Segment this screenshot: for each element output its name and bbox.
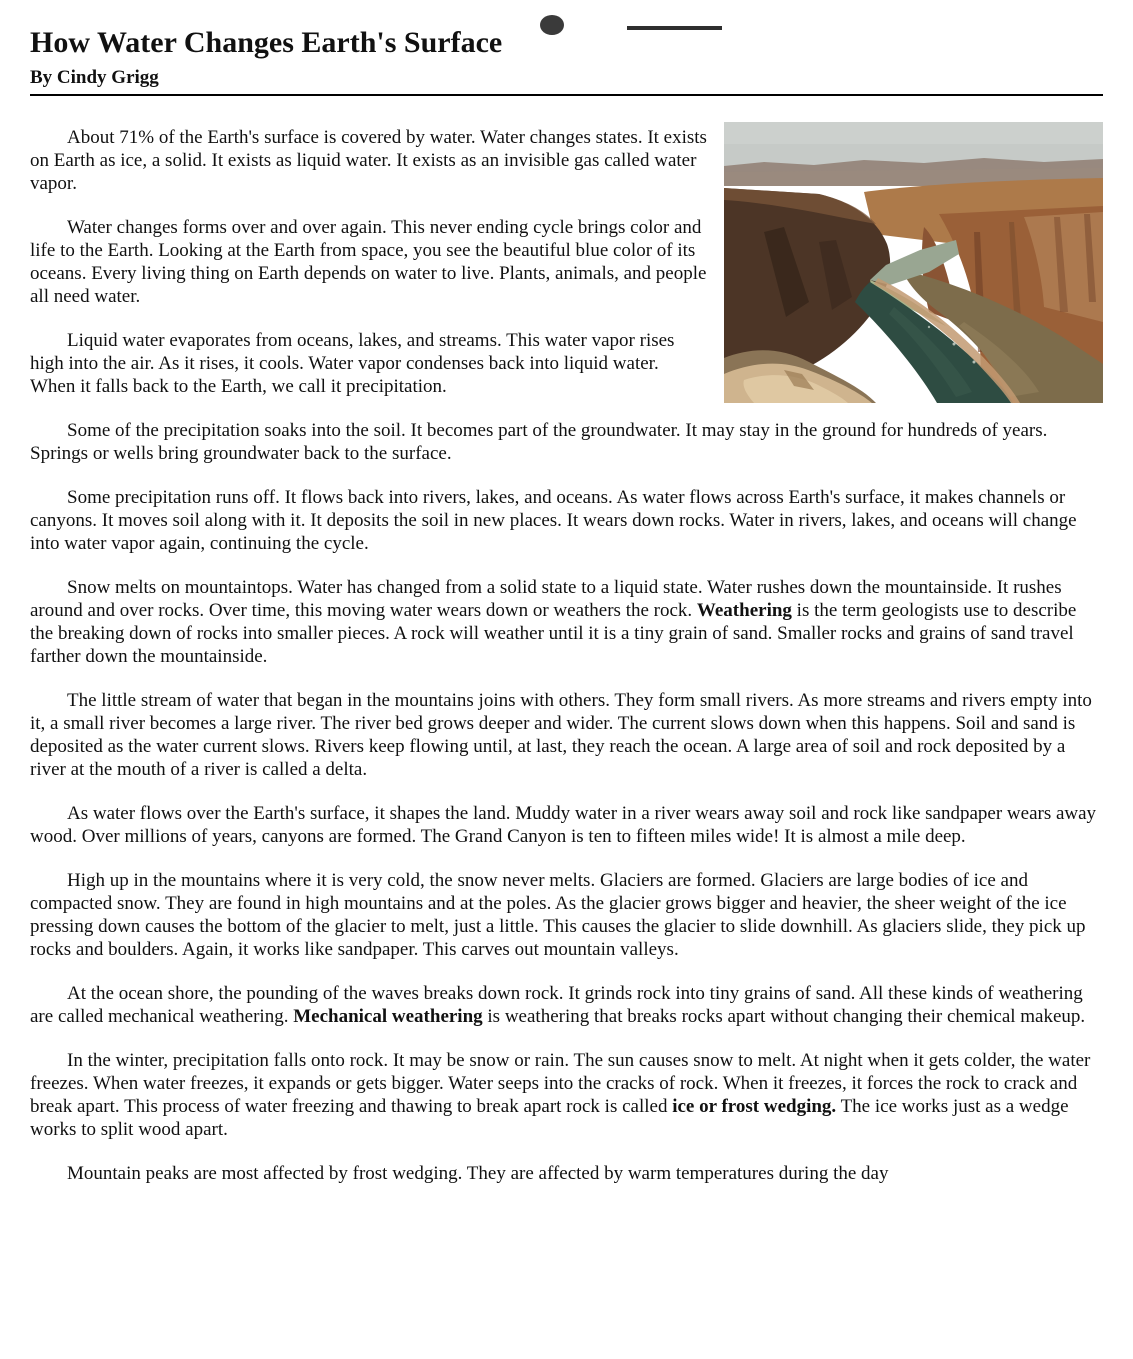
paragraph-text: Water changes forms over and over again. This never ending cycle brings color and life to the Earth. Looking at the Earth from space, you see the beautiful blue color of its oceans. Every living thing on Earth depends on water to live. Plants, animals, and people all need water. xyxy=(30,217,707,307)
canyon-photo xyxy=(724,122,1103,403)
paragraph-text: High up in the mountains where it is very cold, the snow never melts. Glaciers are formed. Glaciers are large bodies of ice and compacted snow. They are found in high mountains and at the poles. As the glacier grows bigger and heavier, the sheer weight of the ice pressing down causes the bottom of the glacier to melt, just a little. This causes the glacier to slide downhill. As glaciers slide, they pick up rocks and boulders. Again, it works like sandpaper. This carves out mountain valleys. xyxy=(30,870,1086,960)
paragraph-text: Some precipitation runs off. It flows back into rivers, lakes, and oceans. As water flows across Earth's surface, it makes channels or canyons. It moves soil along with it. It deposits the soil in new places. It wears down rocks. Water in rivers, lakes, and oceans will change into water vapor again, continuing the cycle. xyxy=(30,487,1077,554)
paragraph-text: Mountain peaks are most affected by frost wedging. They are affected by warm temperatures during the day xyxy=(67,1163,889,1184)
paragraph-text: Some of the precipitation soaks into the soil. It becomes part of the groundwater. It may stay in the ground for hundreds of years. Springs or wells bring groundwater back to the surface. xyxy=(30,420,1048,464)
paragraph-text: is weathering that breaks rocks apart without changing their chemical makeup. xyxy=(482,1006,1086,1027)
paragraph xyxy=(30,982,1103,1028)
page-title: How Water Changes Earth's Surface xyxy=(30,26,503,59)
paragraph xyxy=(30,689,1103,781)
paragraph xyxy=(30,869,1103,961)
paragraph xyxy=(30,486,1103,555)
paragraph-text: At the ocean shore, the pounding of the waves breaks down rock. It grinds rock into tiny grains of sand. All these kinds of weathering are called mechanical weathering. xyxy=(30,983,1083,1027)
paragraph xyxy=(30,1049,1103,1141)
paragraph-text: As water flows over the Earth's surface, it shapes the land. Muddy water in a river wears away soil and rock like sandpaper wears away wood. Over millions of years, canyons are formed. The Grand Canyon is ten to fifteen miles wide! It is almost a mile deep. xyxy=(30,803,1097,847)
canyon-photo-graphic xyxy=(724,122,1103,403)
paragraph-text: is the term geologists use to describe the breaking down of rocks into smaller pieces. A rock will weather until it is a tiny grain of sand. Smaller rocks and grains of sand travel farther down the mountainside. xyxy=(30,600,1077,667)
paragraph xyxy=(30,576,1103,668)
paragraph-text: In the winter, precipitation falls onto rock. It may be snow or rain. The sun causes snow to melt. At night when it gets colder, the water freezes. When water freezes, it expands or gets bigger. Water seeps into the cracks of rock. When it freezes, it forces the rock to crack and break apart. This process of water freezing and thawing to break apart rock is called xyxy=(30,1050,1091,1117)
article-body xyxy=(30,126,1103,1185)
paragraph-text: Liquid water evaporates from oceans, lakes, and streams. This water vapor rises high into the air. As it rises, it cools. Water vapor condenses back into liquid water. When it falls back to the Earth, we call it precipitation. xyxy=(30,330,675,397)
paragraph xyxy=(30,419,1103,465)
paragraph-text: The little stream of water that began in the mountains joins with others. They form small rivers. As more streams and rivers empty into it, a small river becomes a large river. The river bed grows deeper and wider. The current slows down when this happens. Soil and sand is deposited as the water current slows. Rivers keep flowing until, at last, they reach the ocean. A large area of soil and rock deposited by a river at the mouth of a river is called a delta. xyxy=(30,690,1092,780)
paragraph xyxy=(30,802,1103,848)
bold-term: Mechanical weathering xyxy=(293,1006,483,1027)
paragraph-text: About 71% of the Earth's surface is covered by water. Water changes states. It exists on Earth as ice, a solid. It exists as liquid water. It exists as an invisible gas called water vapor. xyxy=(30,127,707,194)
header-logo-fragment xyxy=(540,15,564,35)
bold-term: ice or frost wedging. xyxy=(672,1096,837,1117)
paragraph xyxy=(30,1162,1103,1185)
byline: By Cindy Grigg xyxy=(30,67,1103,96)
header-bar-fragment xyxy=(627,26,722,30)
paragraph-text: The ice works just as a wedge works to split wood apart. xyxy=(30,1096,1069,1140)
document-page xyxy=(0,26,1133,1185)
paragraph-text: Snow melts on mountaintops. Water has changed from a solid state to a liquid state. Water rushes down the mountainside. It rushes around and over rocks. Over time, this moving water wears down or weathers the rock. xyxy=(30,577,1062,621)
bold-term: Weathering xyxy=(696,600,792,621)
